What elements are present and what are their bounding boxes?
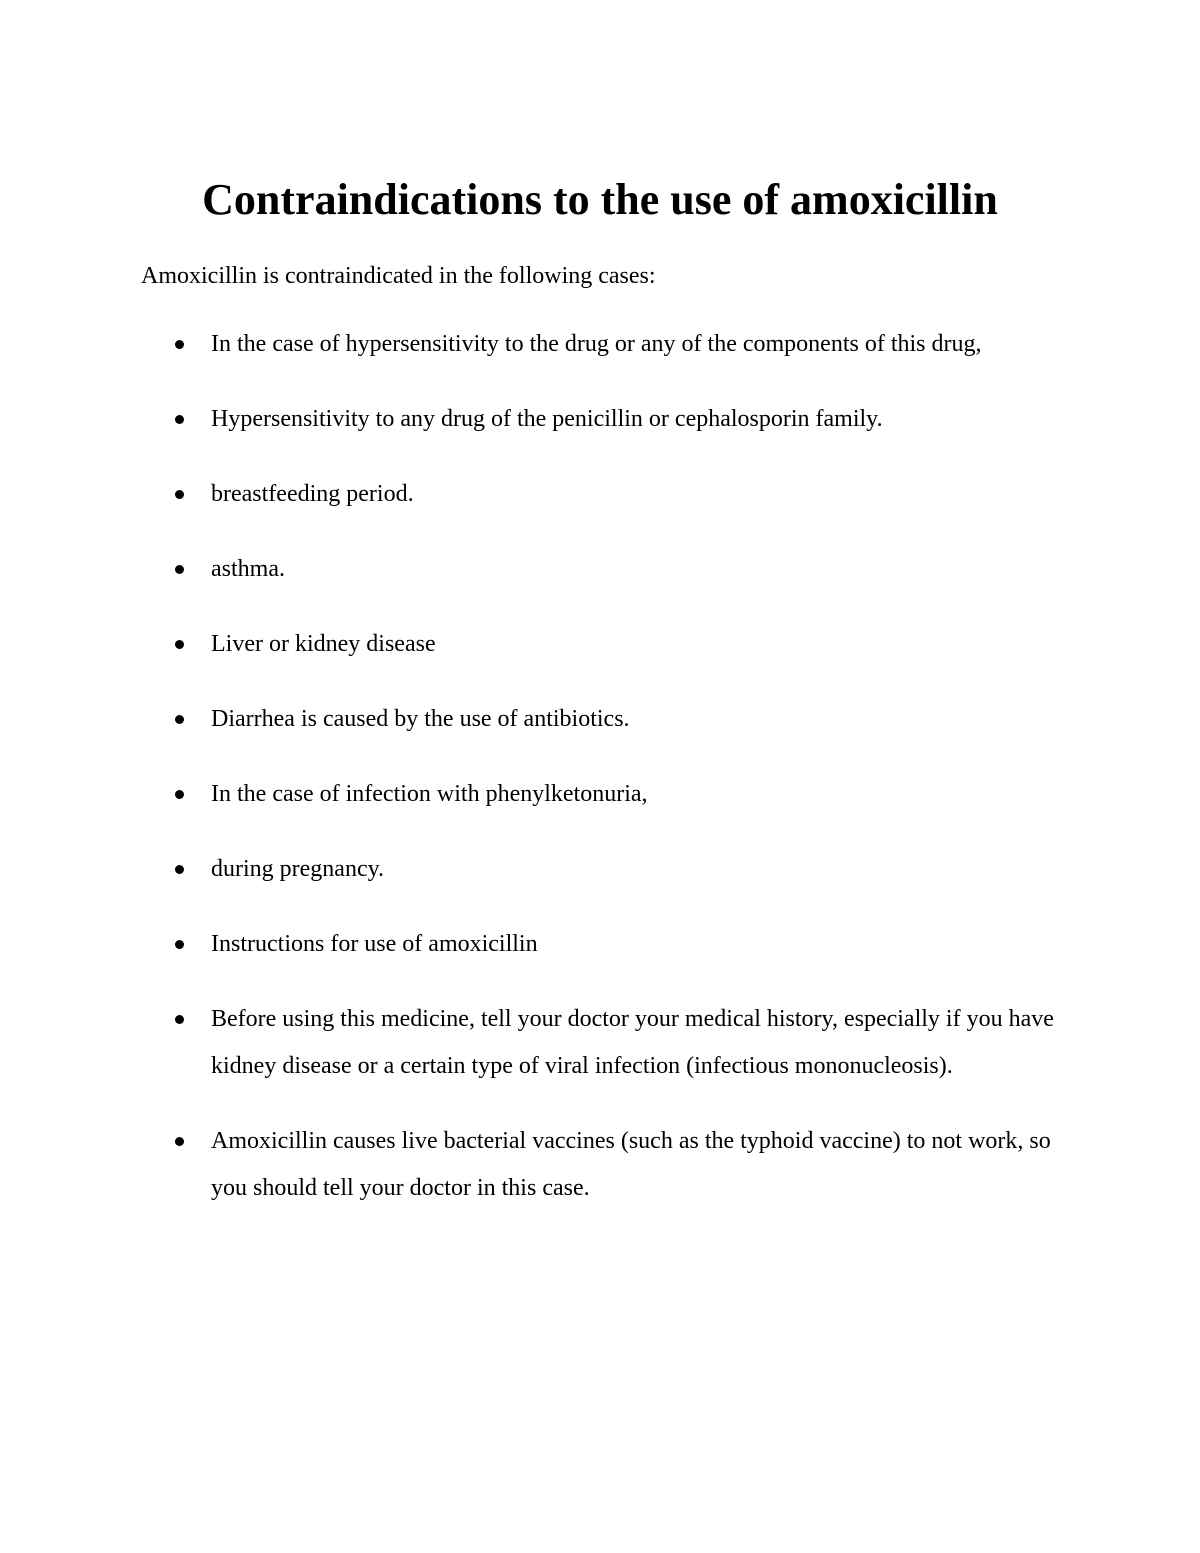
bullet-icon <box>175 940 184 949</box>
list-item <box>0 921 1061 968</box>
bullet-icon <box>175 565 184 574</box>
list-item <box>0 696 1061 743</box>
bullet-icon <box>175 1015 184 1024</box>
bullet-icon <box>175 865 184 874</box>
page-title: Contraindications to the use of amoxicillin <box>202 175 998 224</box>
list-item <box>0 471 1061 518</box>
list-item-text: Amoxicillin causes live bacterial vaccines (such as the typhoid vaccine) to not work, so you should tell your doctor in this case. <box>211 1128 1051 1201</box>
list-item <box>0 396 1061 443</box>
list-item-text: Hypersensitivity to any drug of the penicillin or cephalosporin family. <box>211 406 883 432</box>
list-item-text: Diarrhea is caused by the use of antibiotics. <box>211 706 630 732</box>
list-item <box>0 621 1061 668</box>
list-item <box>0 546 1061 593</box>
list-item <box>0 846 1061 893</box>
list-item <box>0 321 1061 368</box>
list-item-text: In the case of infection with phenylketonuria, <box>211 781 648 807</box>
bullet-icon <box>175 490 184 499</box>
bullet-icon <box>175 790 184 799</box>
list-item-text: asthma. <box>211 556 285 582</box>
bullet-icon <box>175 715 184 724</box>
list-item-text: Before using this medicine, tell your doctor your medical history, especially if you have kidney disease or a certain type of viral infection (infectious mononucleosis). <box>211 1006 1054 1079</box>
intro-text: Amoxicillin is contraindicated in the following cases: <box>141 263 656 289</box>
list-item-text: Instructions for use of amoxicillin <box>211 931 538 957</box>
list-item-text: during pregnancy. <box>211 856 385 882</box>
list-item <box>0 771 1061 818</box>
bullet-icon <box>175 1137 184 1146</box>
list-item <box>0 1118 1061 1212</box>
bullet-icon <box>175 415 184 424</box>
bullet-icon <box>175 640 184 649</box>
bullet-icon <box>175 340 184 349</box>
list-item-text: Liver or kidney disease <box>211 631 436 657</box>
list-item-text: In the case of hypersensitivity to the drug or any of the components of this drug, <box>211 331 982 357</box>
contraindications-list <box>0 321 1061 1240</box>
list-item <box>0 996 1061 1090</box>
list-item-text: breastfeeding period. <box>211 481 414 507</box>
